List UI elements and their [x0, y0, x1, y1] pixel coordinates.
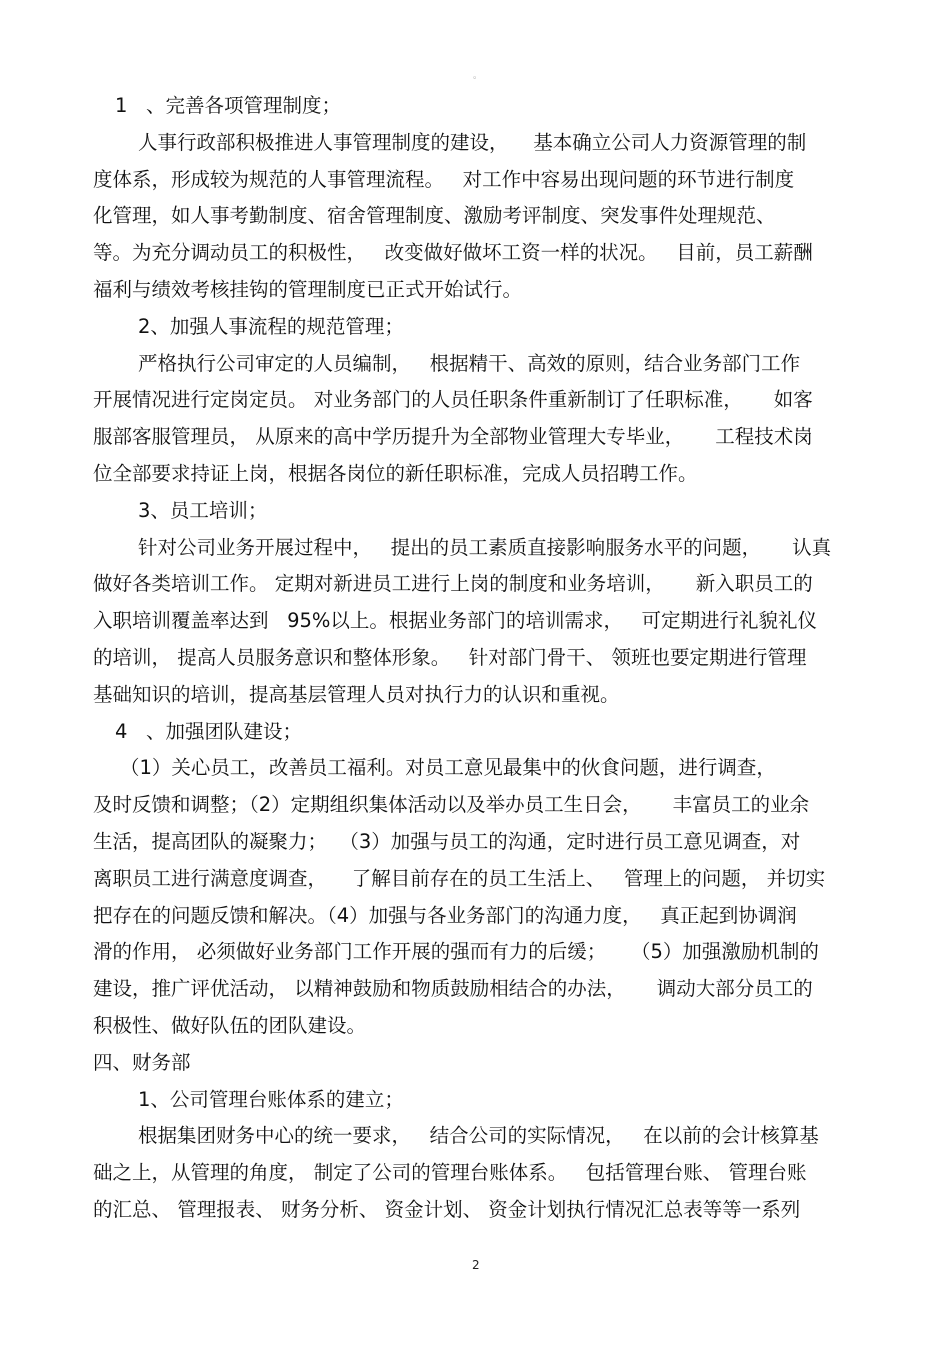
- paragraph-line: 化管理，如人事考勤制度、宿舍管理制度、激励考评制度、突发事件处理规范、: [93, 204, 776, 228]
- paragraph-line: 积极性、做好队伍的团队建设。: [93, 1013, 367, 1037]
- paragraph-line: 离职员工进行满意度调查， 了解目前存在的员工生活上、 管理上的问题， 并切实: [93, 866, 826, 890]
- paragraph-line: 等。为充分调动员工的积极性， 改变做好做坏工资一样的状况。 目前，员工薪酬: [93, 241, 813, 265]
- paragraph-line: 根据集团财务中心的统一要求， 结合公司的实际情况， 在以前的会计核算基: [138, 1124, 819, 1148]
- paragraph-line: 及时反馈和调整；（2）定期组织集体活动以及举办员工生日会， 丰富员工的业余: [93, 793, 810, 817]
- paragraph-line: 滑的作用， 必须做好业务部门工作开展的强而有力的后缓； （5）加强激励机制的: [93, 940, 819, 964]
- heading-3-training: 3、员工培训；: [138, 498, 268, 522]
- paragraph-line: 人事行政部积极推进人事管理制度的建设， 基本确立公司人力资源管理的制: [138, 130, 807, 154]
- paragraph-line: 建设，推广评优活动， 以精神鼓励和物质鼓励相结合的办法， 调动大部分员工的: [93, 977, 813, 1001]
- heading-2-hr-process: 2、加强人事流程的规范管理；: [138, 314, 404, 338]
- paragraph-line: 度体系，形成较为规范的人事管理流程。 对工作中容易出现问题的环节进行制度: [93, 167, 795, 191]
- paragraph-line: 严格执行公司审定的人员编制， 根据精干、高效的原则，结合业务部门工作: [138, 351, 801, 375]
- paragraph-line: 的汇总、 管理报表、 财务分析、 资金计划、 资金计划执行情况汇总表等等一系列: [93, 1197, 801, 1221]
- heading-ledger-system: 1、公司管理台账体系的建立；: [138, 1087, 404, 1111]
- paragraph-line: 入职培训覆盖率达到 95%以上。根据业务部门的培训需求， 可定期进行礼貌礼仪: [93, 609, 818, 633]
- paragraph-line: 位全部要求持证上岗，根据各岗位的新任职标准，完成人员招聘工作。: [93, 461, 698, 485]
- paragraph-line: 基础知识的培训，提高基层管理人员对执行力的认识和重视。: [93, 682, 620, 706]
- paragraph-line: 开展情况进行定岗定员。 对业务部门的人员任职条件重新制订了任职标准， 如客: [93, 388, 813, 412]
- page-number: 2: [472, 1258, 480, 1272]
- section-heading-finance: 四、财务部: [93, 1050, 191, 1074]
- paragraph-line: 服部客服管理员， 从原来的高中学历提升为全部物业管理大专毕业， 工程技术岗: [93, 425, 813, 449]
- paragraph-line: 针对公司业务开展过程中， 提出的员工素质直接影响服务水平的问题， 认真: [138, 535, 832, 559]
- heading-4-team-building: 4 、加强团队建设；: [115, 719, 303, 743]
- top-mark: 。: [473, 71, 483, 81]
- document-body: [93, 88, 873, 1229]
- paragraph-line: 的培训， 提高人员服务意识和整体形象。 针对部门骨干、 领班也要定期进行管理: [93, 645, 807, 669]
- heading-1-management-systems: 1 、完善各项管理制度；: [115, 94, 342, 117]
- paragraph-line: 把存在的问题反馈和解决。（4）加强与各业务部门的沟通力度， 真正起到协调润: [93, 903, 797, 927]
- paragraph-line: 福利与绩效考核挂钩的管理制度已正式开始试行。: [93, 277, 523, 301]
- paragraph-line: （1）关心员工，改善员工福利。对员工意见最集中的伙食问题，进行调查，: [120, 756, 776, 780]
- paragraph-line: 做好各类培训工作。 定期对新进员工进行上岗的制度和业务培训， 新入职员工的: [93, 572, 813, 596]
- paragraph-line: 生活，提高团队的凝聚力； （3）加强与员工的沟通，定时进行员工意见调查，对: [93, 829, 801, 853]
- paragraph-line: 础之上，从管理的角度， 制定了公司的管理台账体系。 包括管理台账、 管理台账: [93, 1161, 807, 1185]
